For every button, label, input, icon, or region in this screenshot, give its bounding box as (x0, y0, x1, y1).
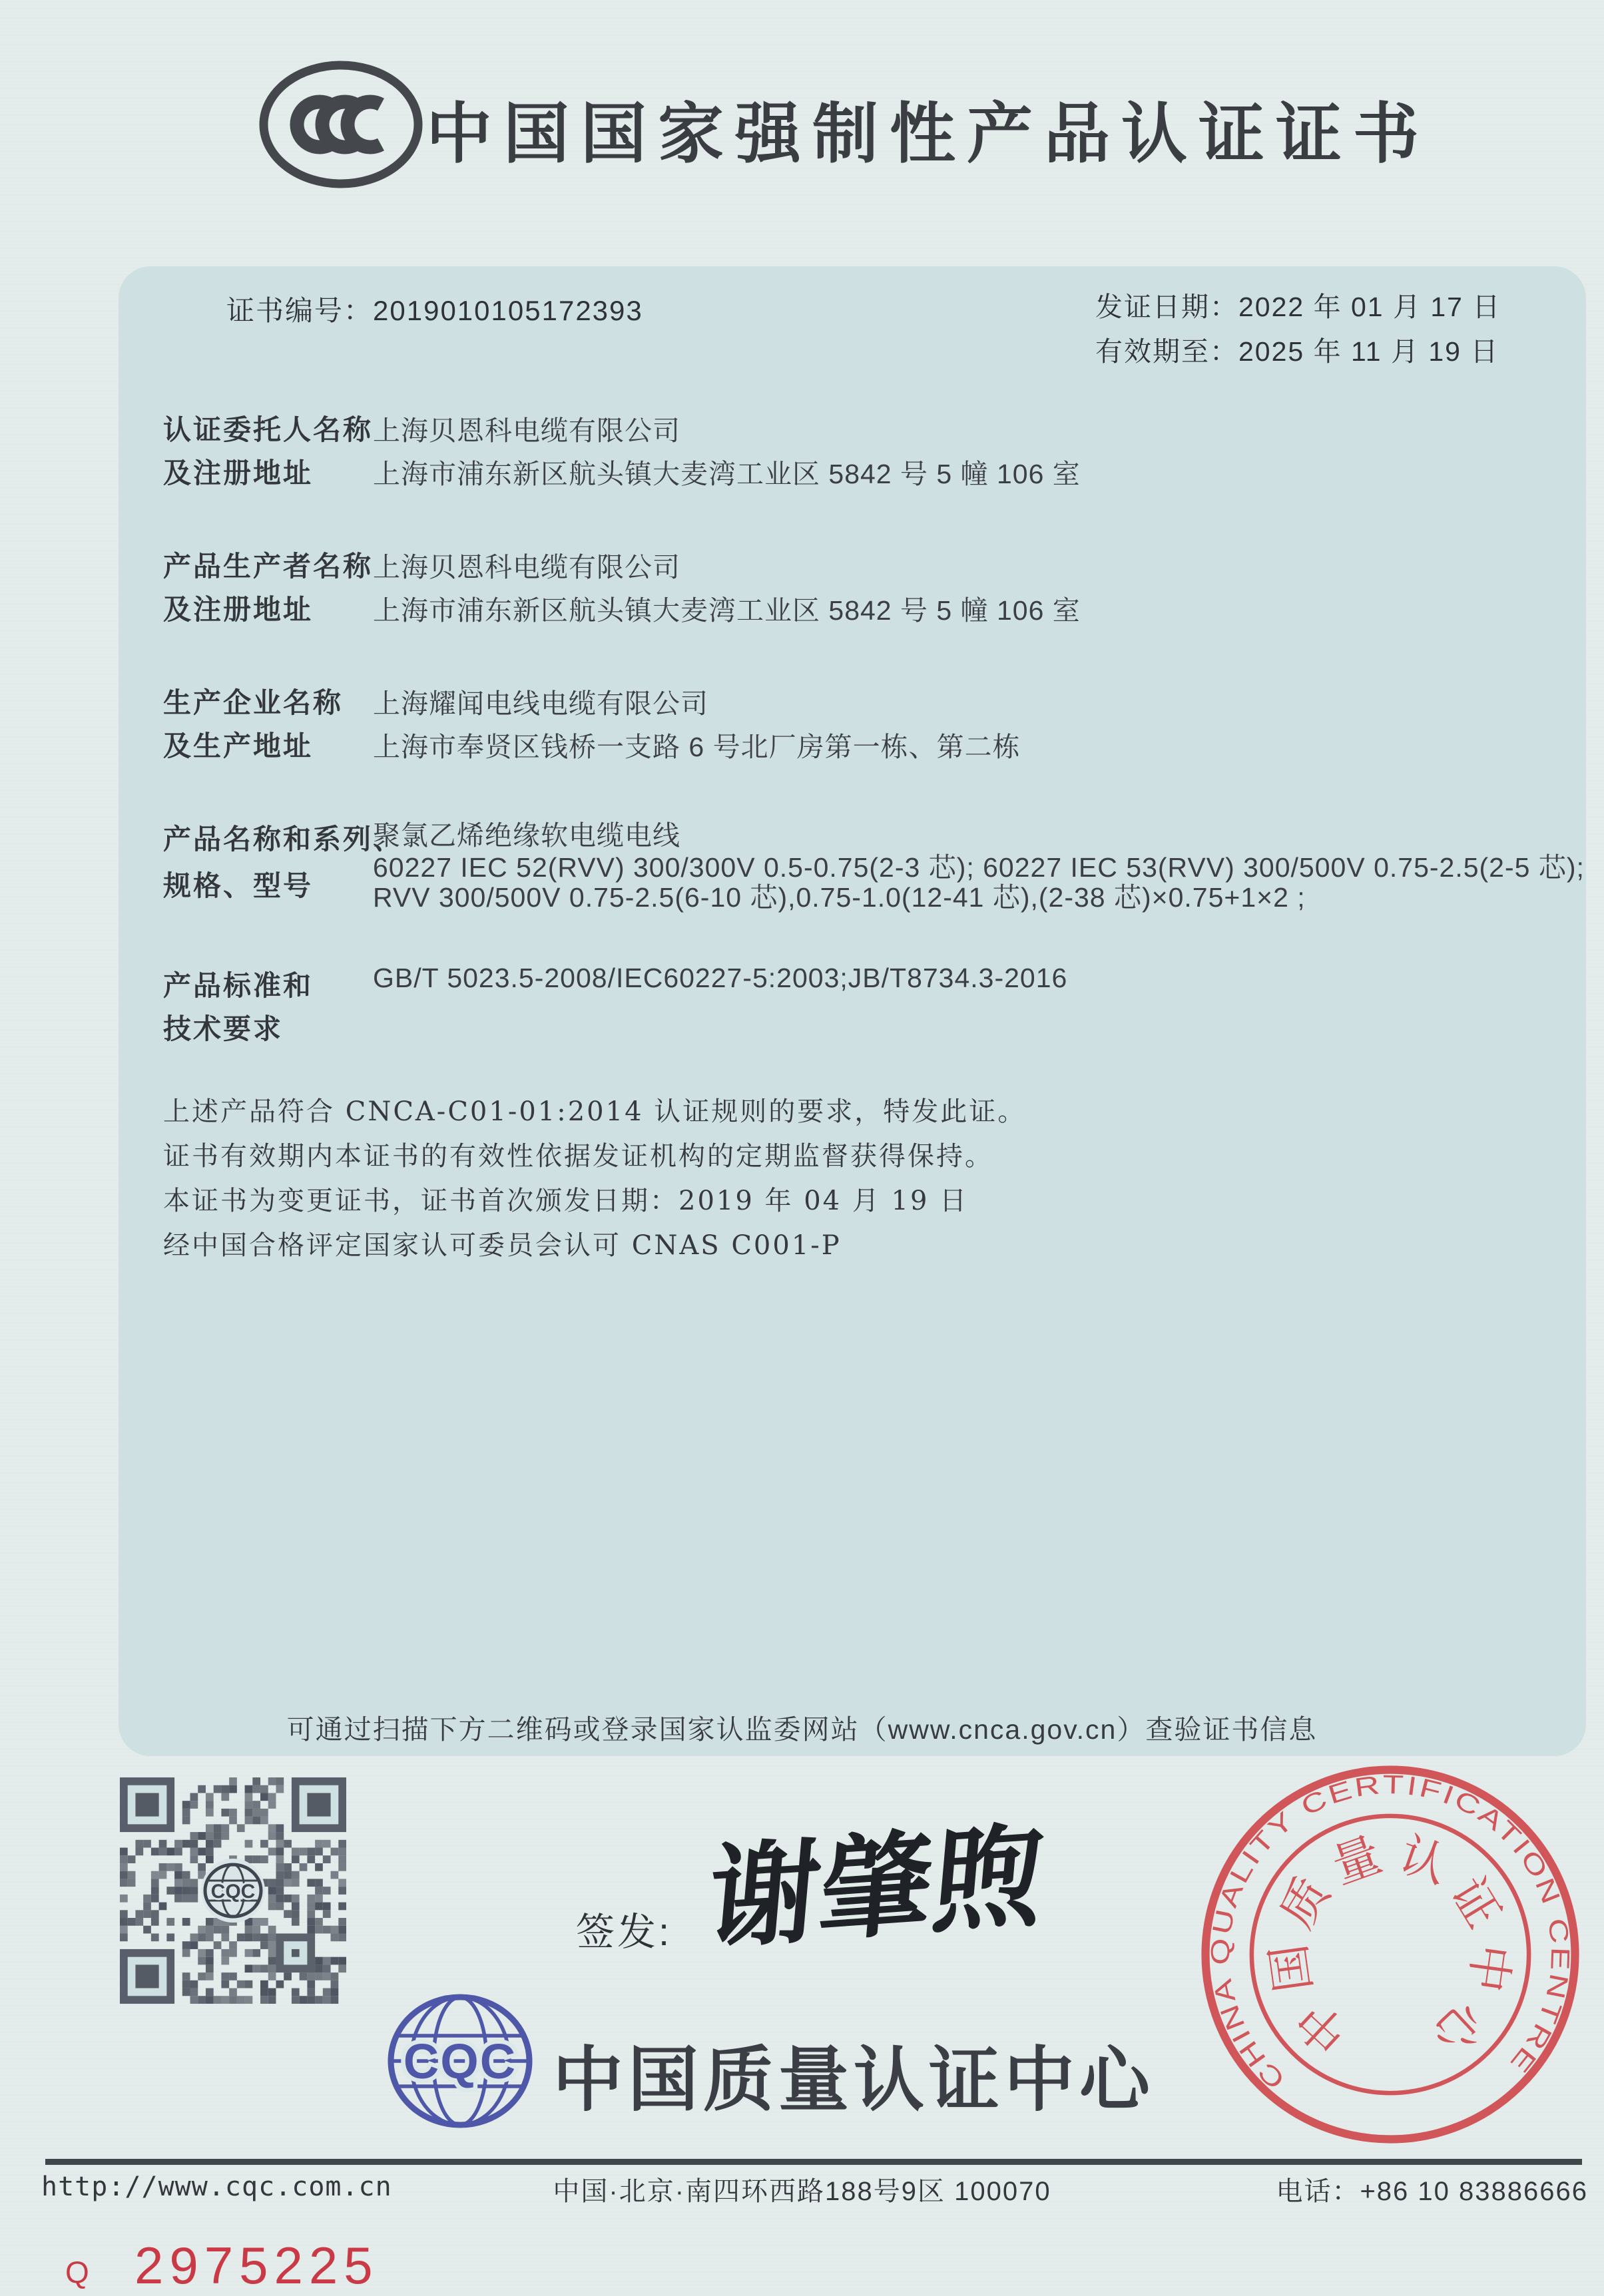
svg-text:中: 中 (1286, 1991, 1358, 2064)
statement-line-2: 证书有效期内本证书的有效性依据发证机构的定期监督获得保持。 (163, 1141, 993, 1172)
ccc-logo (256, 60, 426, 190)
certificate-title: 中国国家强制性产品认证证书 (426, 97, 1430, 170)
issuer-name: 中国质量认证中心 (553, 2041, 1155, 2120)
field-value-producer-address: 上海市浦东新区航头镇大麦湾工业区 5842 号 5 幢 106 室 (373, 595, 1081, 626)
field-label-standard: 产品标准和 (163, 970, 314, 1001)
valid-until-value: 2025 年 11 月 19 日 (1238, 336, 1499, 367)
signoff-label: 签发: (576, 1911, 672, 1954)
footer-rule (45, 2159, 1582, 2165)
qr-code (120, 1777, 346, 2004)
signature: 谢肇煦 (702, 1809, 1050, 1965)
svg-text:量: 量 (1325, 1826, 1389, 1895)
svg-text:中: 中 (1458, 1941, 1520, 1996)
serial-number: 2975225 (134, 2236, 379, 2295)
stamp-ring-text: CHINA QUALITY CERTIFICATION CENTRE (1205, 1769, 1575, 2095)
cert-number-label: 证书编号： (226, 295, 374, 326)
footer-phone: 电话：+86 10 83886666 (1276, 2177, 1588, 2206)
svg-text:CQC: CQC (210, 1881, 256, 1903)
field-value-applicant: 上海贝恩科电缆有限公司 (373, 415, 680, 446)
issue-date-value: 2022 年 01 月 17 日 (1238, 292, 1501, 322)
svg-text:认: 认 (1392, 1826, 1456, 1895)
cqc-logo-text: CQC (403, 2034, 517, 2089)
field-value-product-spec-2: RVV 300/500V 0.75-2.5(6-10 芯),0.75-1.0(12-41 芯),(2-38 芯)×0.75+1×2 ; (373, 882, 1306, 913)
field-label-product-model: 规格、型号 (163, 870, 314, 901)
svg-text:国: 国 (1260, 1941, 1322, 1996)
field-label-producer: 产品生产者名称 (163, 551, 374, 582)
statement-line-1: 上述产品符合 CNCA-C01-01:2014 认证规则的要求，特发此证。 (163, 1096, 1027, 1127)
field-value-product-spec-1: 60227 IEC 52(RVV) 300/300V 0.5-0.75(2-3 芯); 60227 IEC 53(RVV) 300/500V 0.75-2.5(2-5 芯); (373, 852, 1585, 883)
field-value-producer: 上海贝恩科电缆有限公司 (373, 552, 680, 582)
field-value-manufacturer: 上海耀闻电线电缆有限公司 (373, 688, 708, 719)
svg-text:证: 证 (1440, 1868, 1512, 1938)
footer-address: 中国·北京·南四环西路188号9区 100070 (553, 2177, 1051, 2206)
field-label-applicant: 认证委托人名称 (163, 414, 374, 445)
field-value-manufacturer-address: 上海市奉贤区钱桥一支路 6 号北厂房第一栋、第二栋 (373, 732, 1021, 762)
valid-until-label: 有效期至： (1095, 336, 1238, 367)
issue-date-row (1095, 285, 1501, 324)
field-label-manufacturer: 生产企业名称 (163, 687, 344, 718)
field-label-producer-address: 及注册地址 (163, 594, 314, 625)
serial-prefix: Q (65, 2255, 89, 2289)
valid-until-row (1095, 330, 1499, 369)
cert-number-value: 2019010105172393 (373, 295, 643, 326)
verify-hint: 可通过扫描下方二维码或登录国家认监委网站（www.cnca.gov.cn）查验证书信息 (286, 1714, 1318, 1745)
field-label-applicant-address: 及注册地址 (163, 457, 314, 489)
cqc-logo (385, 1992, 535, 2132)
footer-website: http://www.cqc.com.cn (41, 2172, 392, 2202)
issue-date-label: 发证日期： (1095, 292, 1238, 322)
official-stamp (1191, 1755, 1590, 2154)
field-label-manufacturer-address: 及生产地址 (163, 730, 314, 762)
svg-text:质: 质 (1268, 1868, 1341, 1938)
field-value-standard: GB/T 5023.5-2008/IEC60227-5:2003;JB/T8734.3-2016 (373, 963, 1068, 993)
statement-line-3: 本证书为变更证书，证书首次颁发日期：2019 年 04 月 19 日 (163, 1186, 969, 1216)
cert-number-row (226, 289, 643, 329)
svg-text:心: 心 (1422, 1991, 1495, 2064)
field-value-applicant-address: 上海市浦东新区航头镇大麦湾工业区 5842 号 5 幢 106 室 (373, 459, 1081, 489)
statement-line-4: 经中国合格评定国家认可委员会认可 CNAS C001-P (163, 1230, 842, 1261)
field-value-product-name: 聚氯乙烯绝缘软电缆电线 (373, 820, 680, 851)
field-label-product-name: 产品名称和系列、 (163, 823, 403, 855)
field-label-technical: 技术要求 (163, 1013, 284, 1044)
